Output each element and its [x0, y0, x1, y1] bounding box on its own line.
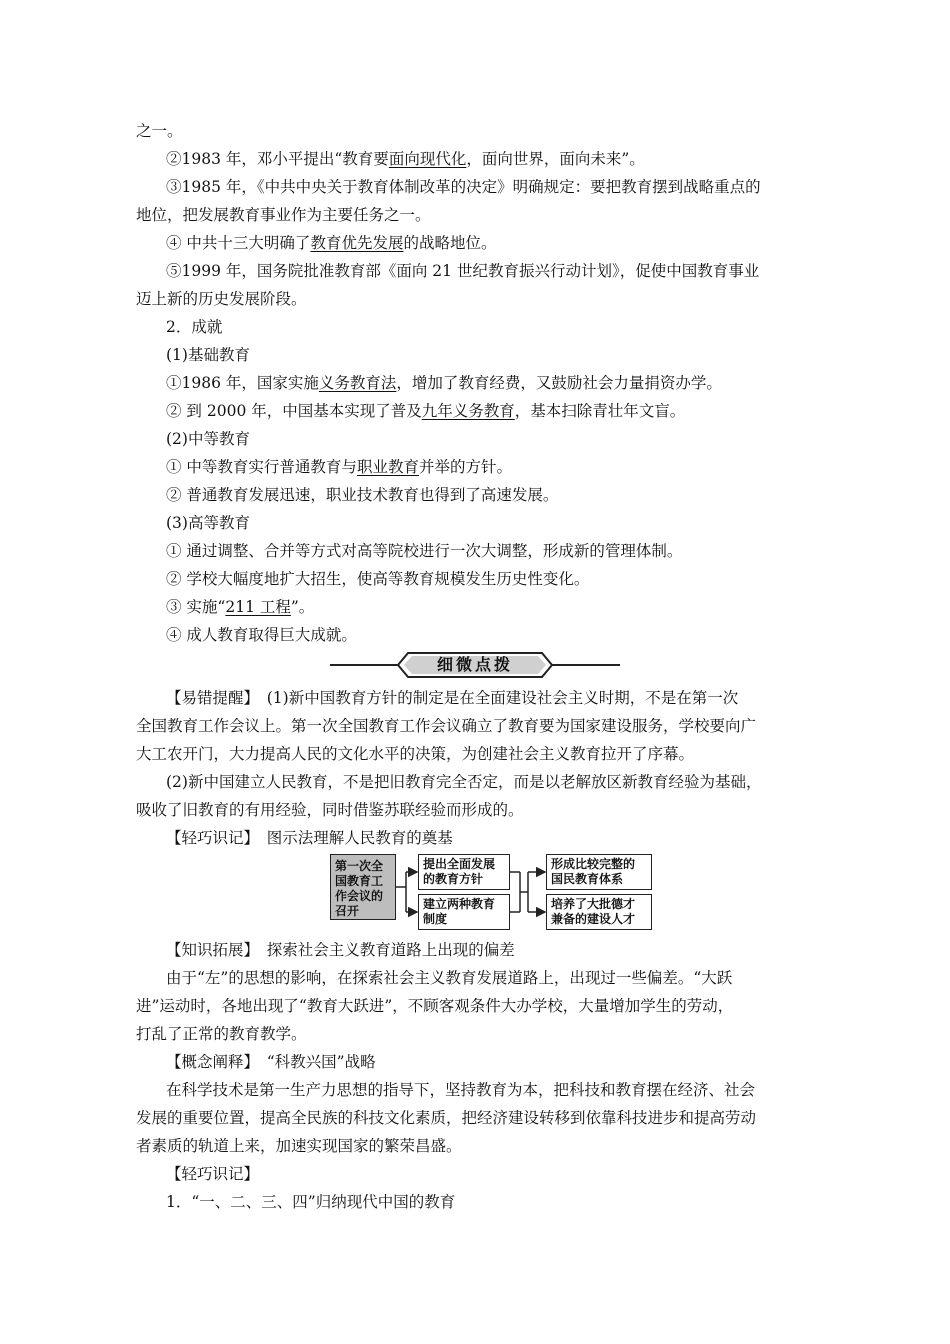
text-line: 全国教育工作会议上。第一次全国教育工作会议确立了教育要为国家建设服务，学校要向广 — [136, 717, 757, 735]
text-line: 迈上新的历史发展阶段。 — [136, 290, 307, 308]
text-line: 打乱了正常的教育教学。 — [136, 1025, 307, 1043]
diagram-box-education-policy: 提出全面发展 的教育方针 — [418, 854, 510, 890]
text-line: 者素质的轨道上来，加速实现国家的繁荣昌盛。 — [136, 1137, 462, 1155]
underlined-keyword: 义务教育法 — [318, 374, 397, 392]
text-line: ②1983 年，邓小平提出“教育要面向现代化，面向世界，面向未来”。 — [166, 150, 645, 168]
text-line: 之一。 — [136, 122, 183, 140]
diagram-box-national-system: 形成比较完整的 国民教育体系 — [546, 854, 652, 890]
text-line: ①1986 年，国家实施义务教育法，增加了教育经费，又鼓励社会力量捐资办学。 — [166, 374, 722, 392]
underlined-keyword: 教育优先发展 — [310, 234, 404, 252]
subsection-heading: (1)基础教育 — [166, 346, 250, 364]
section-banner — [330, 650, 620, 680]
text-line: 进”运动时，各地出现了“教育大跃进”，不顾客观条件大办学校，大量增加学生的劳动， — [136, 997, 734, 1015]
diagram-start-box: 第一次全 国教育工 作会议的 召开 — [330, 854, 396, 920]
text-line: ② 学校大幅度地扩大招生，使高等教育规模发生历史性变化。 — [166, 570, 590, 588]
diagram-arrows-icon — [396, 854, 546, 930]
underlined-keyword: 面向现代化 — [388, 150, 467, 168]
text-line: 大工农开门，大力提高人民的文化水平的决策，为创建社会主义教育拉开了序幕。 — [136, 745, 695, 763]
text-line: ② 到 2000 年，中国基本实现了普及九年义务教育，基本扫除青壮年文盲。 — [166, 402, 686, 420]
text-line: 1．“一、二、三、四”归纳现代中国的教育 — [166, 1193, 456, 1211]
underlined-keyword: 职业教育 — [356, 458, 419, 476]
text-line: ⑤1999 年，国务院批准教育部《面向 21 世纪教育振兴行动计划》，促使中国教育事业 — [166, 262, 760, 280]
text-line: ④ 中共十三大明确了教育优先发展的战略地位。 — [166, 234, 497, 252]
text-line: 【知识拓展】 探索社会主义教育道路上出现的偏差 — [166, 941, 515, 959]
underlined-keyword: 211 工程 — [225, 598, 291, 616]
diagram-box-talent: 培养了大批德才 兼备的建设人才 — [546, 894, 652, 930]
text-line: 地位，把发展教育事业作为主要任务之一。 — [136, 206, 431, 224]
text-line: 【概念阐释】 “科教兴国”战略 — [166, 1053, 376, 1071]
subsection-heading: (2)中等教育 — [166, 430, 250, 448]
underlined-keyword: 九年义务教育 — [421, 402, 515, 420]
text-line: 由于“左”的思想的影响，在探索社会主义教育发展道路上，出现过一些偏差。“大跃 — [166, 969, 733, 987]
text-line: 【易错提醒】 (1)新中国教育方针的制定是在全面建设社会主义时期，不是在第一次 — [166, 689, 739, 707]
text-line: 【轻巧识记】 — [166, 1165, 260, 1183]
text-line: 在科学技术是第一生产力思想的指导下，坚持教育为本，把科技和教育摆在经济、社会 — [166, 1081, 756, 1099]
text-line: ③ 实施“211 工程”。 — [166, 598, 315, 616]
text-line: 【轻巧识记】 图示法理解人民教育的奠基 — [166, 829, 453, 847]
text-line: 吸收了旧教育的有用经验，同时借鉴苏联经验而形成的。 — [136, 801, 524, 819]
text-line: 发展的重要位置，提高全民族的科技文化素质，把经济建设转移到依靠科技进步和提高劳动 — [136, 1109, 757, 1127]
section-heading: 2．成就 — [166, 318, 223, 336]
banner-title: 细微点拨 — [436, 655, 513, 674]
text-line: ④ 成人教育取得巨大成就。 — [166, 626, 357, 644]
subsection-heading: (3)高等教育 — [166, 514, 250, 532]
diagram-box-education-systems: 建立两种教育 制度 — [418, 894, 510, 930]
text-line: (2)新中国建立人民教育，不是把旧教育完全否定，而是以老解放区新教育经验为基础， — [166, 773, 762, 791]
text-line: ① 通过调整、合并等方式对高等院校进行一次大调整，形成新的管理体制。 — [166, 542, 683, 560]
text-line: ① 中等教育实行普通教育与职业教育并举的方针。 — [166, 458, 512, 476]
text-line: ③1985 年，《中共中央关于教育体制改革的决定》明确规定：要把教育摆到战略重点的 — [166, 178, 761, 196]
text-line: ② 普通教育发展迅速，职业技术教育也得到了高速发展。 — [166, 486, 559, 504]
